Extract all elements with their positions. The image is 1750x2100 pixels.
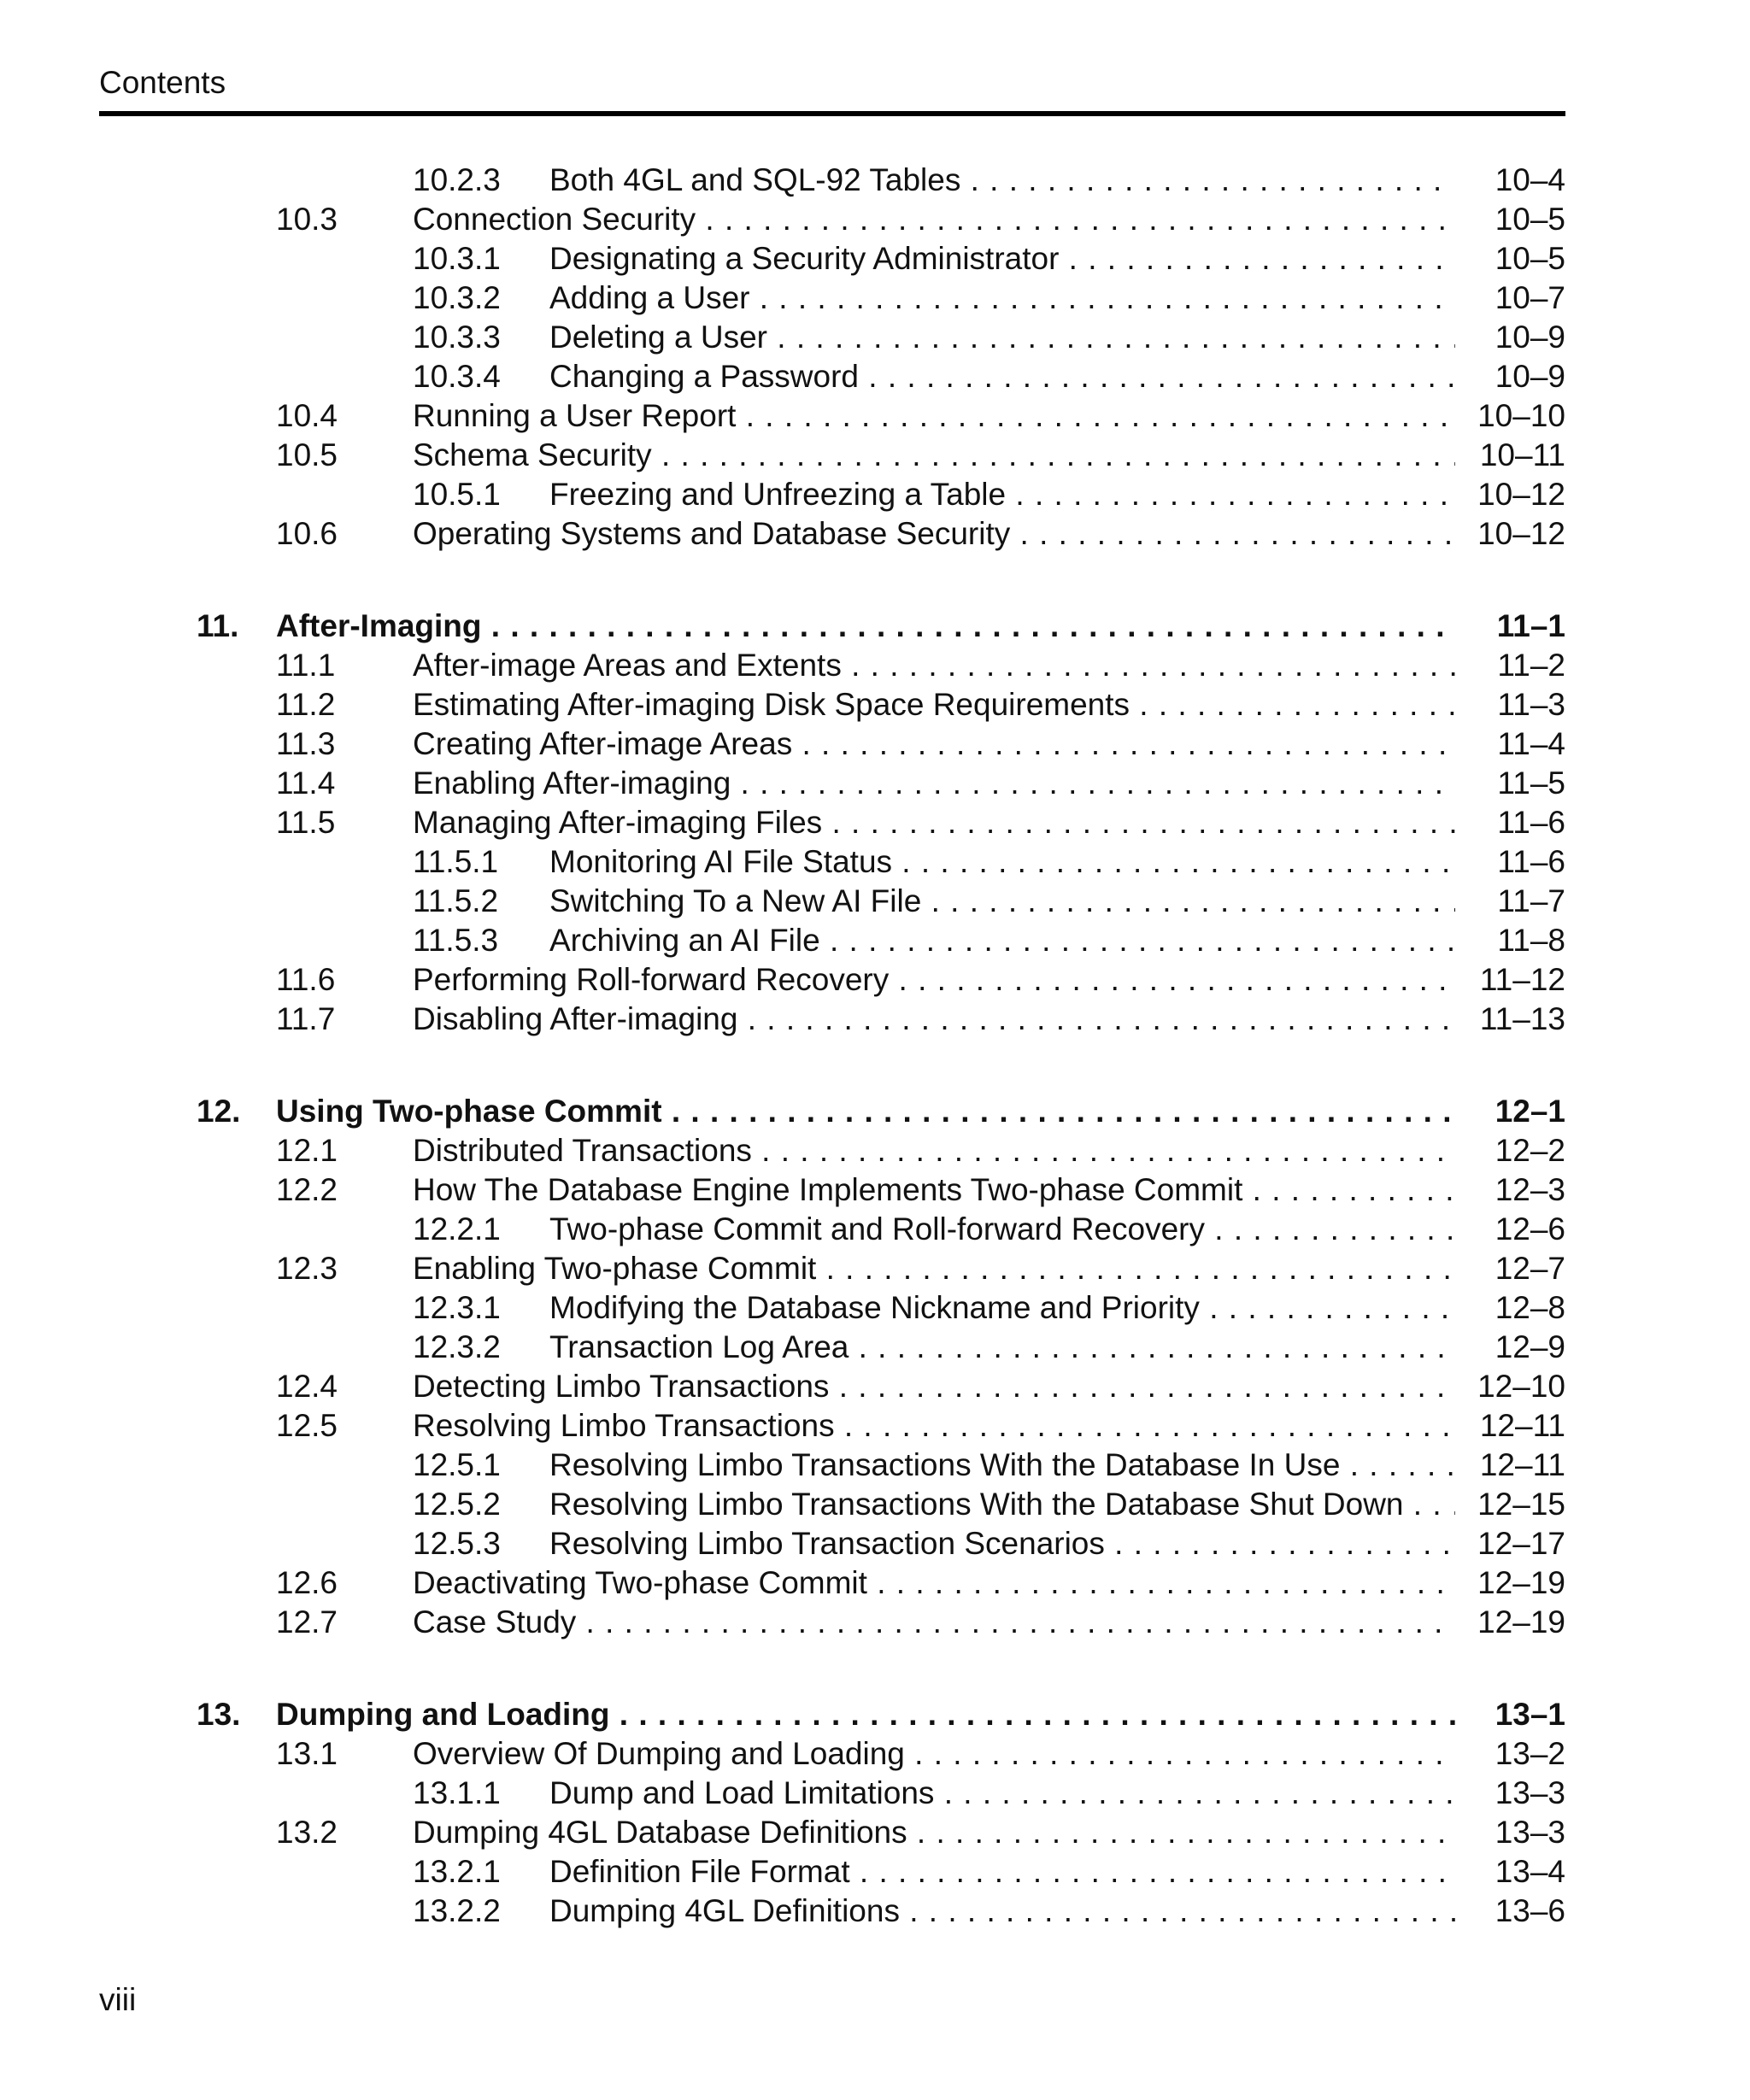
toc-subsection-entry[interactable] <box>0 318 1750 357</box>
toc-entry-title-leader <box>549 882 1455 921</box>
toc-entry-title-leader <box>549 1210 1455 1249</box>
toc-entry-title-leader <box>413 646 1455 685</box>
toc-entry-title: Two-phase Commit and Roll-forward Recovery <box>549 1211 1205 1247</box>
toc-section-entry[interactable] <box>0 1563 1750 1603</box>
toc-entry-title: Resolving Limbo Transactions <box>413 1408 835 1443</box>
toc-entry-title-leader <box>276 607 1455 646</box>
toc-section-entry[interactable] <box>0 1170 1750 1210</box>
page-number: viii <box>99 1982 137 2017</box>
toc-entry-number: 11.3 <box>276 726 336 761</box>
toc-entry-page: 12–19 <box>1477 1604 1565 1640</box>
toc-entry-title: How The Database Engine Implements Two-phase Commit <box>413 1172 1243 1207</box>
toc-entry-title: Creating After-image Areas <box>413 726 793 761</box>
toc-entry-page: 12–15 <box>1477 1487 1565 1522</box>
toc-entry-page: 12–11 <box>1479 1447 1565 1482</box>
toc-entry-title: Archiving an AI File <box>549 923 820 958</box>
toc-entry-number: 10.3.3 <box>413 320 501 355</box>
toc-entry-title-leader <box>413 764 1455 803</box>
toc-entry-number: 11.2 <box>276 687 336 722</box>
toc-entry-title-leader <box>413 1249 1455 1288</box>
toc-entry-number: 11.5.2 <box>413 883 499 918</box>
toc-entry-title: Dumping and Loading <box>276 1697 610 1732</box>
toc-entry-number: 11.1 <box>276 648 336 683</box>
toc-entry-title-leader <box>549 161 1455 200</box>
toc-entry-title-leader <box>549 1446 1455 1485</box>
toc-entry-page: 12–11 <box>1479 1408 1565 1443</box>
toc-entry-title: Transaction Log Area <box>549 1329 849 1364</box>
toc-entry-title-leader <box>549 1485 1455 1524</box>
toc-entry-page: 11–12 <box>1479 962 1565 997</box>
toc-entry-title: Enabling After-imaging <box>413 766 731 801</box>
toc-section-entry[interactable] <box>0 436 1750 475</box>
toc-subsection-entry[interactable] <box>0 1446 1750 1485</box>
toc-subsection-entry[interactable] <box>0 1288 1750 1328</box>
toc-entry-number: 13.2.1 <box>413 1854 501 1889</box>
toc-entry-title-leader <box>413 396 1455 436</box>
toc-entry-page: 11–7 <box>1497 883 1565 918</box>
toc-entry-number: 13.2.2 <box>413 1893 501 1928</box>
toc-entry-page: 10–12 <box>1477 477 1565 512</box>
toc-entry-title: Case Study <box>413 1604 577 1640</box>
toc-entry-title-leader <box>413 803 1455 842</box>
toc-entry-title: Switching To a New AI File <box>549 883 922 918</box>
toc-entry-page: 11–3 <box>1497 687 1565 722</box>
toc-entry-number: 12.5 <box>276 1408 338 1443</box>
toc-entry-page: 11–8 <box>1497 923 1565 958</box>
toc-subsection-entry[interactable] <box>0 842 1750 882</box>
toc-entry-page: 11–13 <box>1479 1001 1565 1036</box>
toc-entry-title: Using Two-phase Commit <box>276 1094 662 1129</box>
toc-entry-title: Dumping 4GL Definitions <box>549 1893 900 1928</box>
toc-entry-number: 12.4 <box>276 1369 338 1404</box>
toc-entry-number: 12.3.1 <box>413 1290 501 1325</box>
toc-chapter-entry[interactable] <box>0 1695 1750 1734</box>
toc-entry-title-leader <box>549 357 1455 396</box>
toc-entry-page: 12–7 <box>1495 1251 1565 1286</box>
toc-entry-title: Designating a Security Administrator <box>549 241 1060 276</box>
toc-entry-title: Resolving Limbo Transaction Scenarios <box>549 1526 1105 1561</box>
toc-section-entry[interactable] <box>0 724 1750 764</box>
toc-section-entry[interactable] <box>0 1131 1750 1170</box>
toc-entry-title: Performing Roll-forward Recovery <box>413 962 890 997</box>
toc-entry-title-leader <box>413 685 1455 724</box>
toc-entry-title: Overview Of Dumping and Loading <box>413 1736 905 1771</box>
toc-entry-title: Modifying the Database Nickname and Priority <box>549 1290 1200 1325</box>
toc-entry-number: 13.2 <box>276 1815 338 1850</box>
toc-section-entry[interactable] <box>0 1813 1750 1852</box>
table-of-contents <box>0 161 1750 1931</box>
toc-entry-number: 11.6 <box>276 962 336 997</box>
toc-entry-page: 12–1 <box>1495 1094 1565 1129</box>
toc-chapter-entry[interactable] <box>0 1092 1750 1131</box>
toc-entry-title-leader <box>413 514 1455 554</box>
toc-entry-page: 10–11 <box>1479 437 1565 472</box>
toc-entry-number: 12.3.2 <box>413 1329 501 1364</box>
toc-entry-page: 12–2 <box>1495 1133 1565 1168</box>
toc-chapter-entry[interactable] <box>0 607 1750 646</box>
toc-entry-number: 13.1 <box>276 1736 338 1771</box>
toc-entry-title: Connection Security <box>413 202 696 237</box>
toc-entry-title: Resolving Limbo Transactions With the Database In Use <box>549 1447 1341 1482</box>
toc-subsection-entry[interactable] <box>0 475 1750 514</box>
toc-section-entry[interactable] <box>0 1406 1750 1446</box>
toc-entry-number: 13.1.1 <box>413 1775 501 1810</box>
toc-section-entry[interactable] <box>0 646 1750 685</box>
header-rule <box>99 111 1565 116</box>
toc-entry-title-leader <box>413 1367 1455 1406</box>
toc-entry-page: 10–4 <box>1495 162 1565 197</box>
toc-section-entry[interactable] <box>0 396 1750 436</box>
toc-entry-number: 12.3 <box>276 1251 338 1286</box>
toc-entry-number: 12.2 <box>276 1172 338 1207</box>
toc-entry-page: 11–6 <box>1497 805 1565 840</box>
toc-entry-page: 11–5 <box>1497 766 1565 801</box>
toc-subsection-entry[interactable] <box>0 239 1750 279</box>
toc-entry-title-leader <box>549 239 1455 279</box>
toc-entry-page: 10–9 <box>1495 359 1565 394</box>
toc-entry-title: Changing a Password <box>549 359 859 394</box>
toc-entry-title: Running a User Report <box>413 398 737 433</box>
toc-entry-title-leader <box>549 921 1455 960</box>
toc-entry-page: 13–3 <box>1495 1815 1565 1850</box>
toc-entry-title: Both 4GL and SQL-92 Tables <box>549 162 961 197</box>
toc-entry-title-leader <box>549 475 1455 514</box>
toc-entry-page: 11–6 <box>1497 844 1565 879</box>
toc-entry-title: Distributed Transactions <box>413 1133 752 1168</box>
toc-entry-title: Disabling After-imaging <box>413 1001 738 1036</box>
toc-entry-page: 12–10 <box>1477 1369 1565 1404</box>
toc-entry-page: 12–19 <box>1477 1565 1565 1600</box>
toc-entry-title-leader <box>549 318 1455 357</box>
toc-entry-title-leader <box>549 279 1455 318</box>
toc-entry-page: 10–12 <box>1477 516 1565 551</box>
toc-entry-number: 12. <box>197 1094 241 1129</box>
toc-entry-number: 11.7 <box>276 1001 336 1036</box>
toc-entry-title-leader <box>549 1852 1455 1892</box>
toc-entry-number: 12.7 <box>276 1604 338 1640</box>
toc-entry-page: 11–4 <box>1497 726 1565 761</box>
toc-entry-title-leader <box>549 1288 1455 1328</box>
toc-subsection-entry[interactable] <box>0 1892 1750 1931</box>
toc-entry-number: 12.1 <box>276 1133 338 1168</box>
toc-section-entry[interactable] <box>0 764 1750 803</box>
toc-entry-title-leader <box>549 1774 1455 1813</box>
toc-entry-number: 10.3 <box>276 202 338 237</box>
toc-entry-title: Operating Systems and Database Security <box>413 516 1011 551</box>
toc-entry-page: 13–3 <box>1495 1775 1565 1810</box>
toc-entry-title-leader <box>413 724 1455 764</box>
toc-subsection-entry[interactable] <box>0 1485 1750 1524</box>
toc-entry-page: 10–5 <box>1495 241 1565 276</box>
toc-entry-title: Definition File Format <box>549 1854 850 1889</box>
toc-entry-title-leader <box>413 1813 1455 1852</box>
toc-entry-title-leader <box>413 1000 1455 1039</box>
toc-section-entry[interactable] <box>0 514 1750 554</box>
toc-entry-page: 13–1 <box>1495 1697 1565 1732</box>
toc-subsection-entry[interactable] <box>0 1210 1750 1249</box>
toc-entry-page: 13–2 <box>1495 1736 1565 1771</box>
toc-entry-title-leader <box>276 1695 1455 1734</box>
toc-entry-number: 12.5.1 <box>413 1447 501 1482</box>
toc-entry-number: 11.5.1 <box>413 844 499 879</box>
toc-entry-title-leader <box>413 1406 1455 1446</box>
toc-section-entry[interactable] <box>0 1603 1750 1642</box>
toc-entry-title-leader <box>413 960 1455 1000</box>
toc-entry-number: 12.2.1 <box>413 1211 501 1247</box>
toc-entry-title-leader <box>413 1170 1455 1210</box>
toc-entry-title-leader <box>549 1524 1455 1563</box>
toc-entry-number: 10.3.4 <box>413 359 501 394</box>
toc-entry-page: 10–7 <box>1495 280 1565 315</box>
toc-entry-title-leader <box>413 1563 1455 1603</box>
toc-entry-number: 12.5.3 <box>413 1526 501 1561</box>
page-header-title: Contents <box>99 65 226 100</box>
toc-entry-title: Deleting a User <box>549 320 768 355</box>
toc-entry-page: 13–6 <box>1495 1893 1565 1928</box>
toc-entry-page: 10–9 <box>1495 320 1565 355</box>
toc-subsection-entry[interactable] <box>0 1328 1750 1367</box>
toc-entry-title: Deactivating Two-phase Commit <box>413 1565 867 1600</box>
toc-entry-title: Dump and Load Limitations <box>549 1775 935 1810</box>
toc-entry-number: 12.6 <box>276 1565 338 1600</box>
toc-entry-title: Enabling Two-phase Commit <box>413 1251 817 1286</box>
toc-entry-number: 10.5 <box>276 437 338 472</box>
toc-entry-title: Schema Security <box>413 437 652 472</box>
toc-subsection-entry[interactable] <box>0 921 1750 960</box>
toc-section-entry[interactable] <box>0 1367 1750 1406</box>
toc-entry-title: Monitoring AI File Status <box>549 844 893 879</box>
toc-subsection-entry[interactable] <box>0 1774 1750 1813</box>
toc-entry-number: 13. <box>197 1697 241 1732</box>
toc-subsection-entry[interactable] <box>0 279 1750 318</box>
toc-entry-page: 12–6 <box>1495 1211 1565 1247</box>
toc-section-entry[interactable] <box>0 803 1750 842</box>
toc-entry-page: 12–8 <box>1495 1290 1565 1325</box>
toc-entry-number: 11.4 <box>276 766 336 801</box>
toc-entry-title: After-image Areas and Extents <box>413 648 842 683</box>
toc-entry-page: 10–5 <box>1495 202 1565 237</box>
toc-entry-page: 12–3 <box>1495 1172 1565 1207</box>
toc-entry-page: 10–10 <box>1477 398 1565 433</box>
toc-entry-number: 10.2.3 <box>413 162 501 197</box>
toc-entry-number: 10.4 <box>276 398 338 433</box>
toc-subsection-entry[interactable] <box>0 882 1750 921</box>
toc-subsection-entry[interactable] <box>0 1852 1750 1892</box>
toc-entry-title-leader <box>549 1328 1455 1367</box>
toc-section-entry[interactable] <box>0 200 1750 239</box>
toc-entry-title: Managing After-imaging Files <box>413 805 823 840</box>
toc-entry-title-leader <box>413 200 1455 239</box>
toc-subsection-entry[interactable] <box>0 1524 1750 1563</box>
toc-entry-title: Resolving Limbo Transactions With the Database Shut Down <box>549 1487 1404 1522</box>
toc-entry-title: After-Imaging <box>276 608 482 643</box>
toc-section-entry[interactable] <box>0 960 1750 1000</box>
toc-entry-title-leader <box>413 436 1455 475</box>
toc-entry-title-leader <box>413 1603 1455 1642</box>
toc-entry-title: Freezing and Unfreezing a Table <box>549 477 1007 512</box>
toc-entry-number: 11.5.3 <box>413 923 499 958</box>
toc-section-entry[interactable] <box>0 1000 1750 1039</box>
toc-entry-number: 12.5.2 <box>413 1487 501 1522</box>
toc-subsection-entry[interactable] <box>0 161 1750 200</box>
toc-entry-title-leader <box>276 1092 1455 1131</box>
toc-entry-title: Adding a User <box>549 280 750 315</box>
toc-entry-title: Dumping 4GL Database Definitions <box>413 1815 907 1850</box>
toc-entry-title: Detecting Limbo Transactions <box>413 1369 830 1404</box>
toc-section-entry[interactable] <box>0 1249 1750 1288</box>
toc-entry-number: 10.5.1 <box>413 477 501 512</box>
toc-entry-number: 10.6 <box>276 516 338 551</box>
toc-subsection-entry[interactable] <box>0 357 1750 396</box>
toc-entry-page: 13–4 <box>1495 1854 1565 1889</box>
toc-entry-title-leader <box>549 1892 1455 1931</box>
toc-section-entry[interactable] <box>0 1734 1750 1774</box>
toc-entry-page: 12–17 <box>1477 1526 1565 1561</box>
toc-entry-page: 11–1 <box>1496 608 1565 643</box>
toc-entry-page: 11–2 <box>1497 648 1565 683</box>
toc-entry-number: 10.3.1 <box>413 241 501 276</box>
toc-entry-title: Estimating After-imaging Disk Space Requirements <box>413 687 1130 722</box>
toc-entry-title-leader <box>413 1734 1455 1774</box>
toc-entry-number: 11. <box>197 608 239 643</box>
toc-entry-title-leader <box>413 1131 1455 1170</box>
toc-entry-title-leader <box>549 842 1455 882</box>
toc-entry-number: 11.5 <box>276 805 336 840</box>
toc-entry-page: 12–9 <box>1495 1329 1565 1364</box>
toc-section-entry[interactable] <box>0 685 1750 724</box>
toc-entry-number: 10.3.2 <box>413 280 501 315</box>
